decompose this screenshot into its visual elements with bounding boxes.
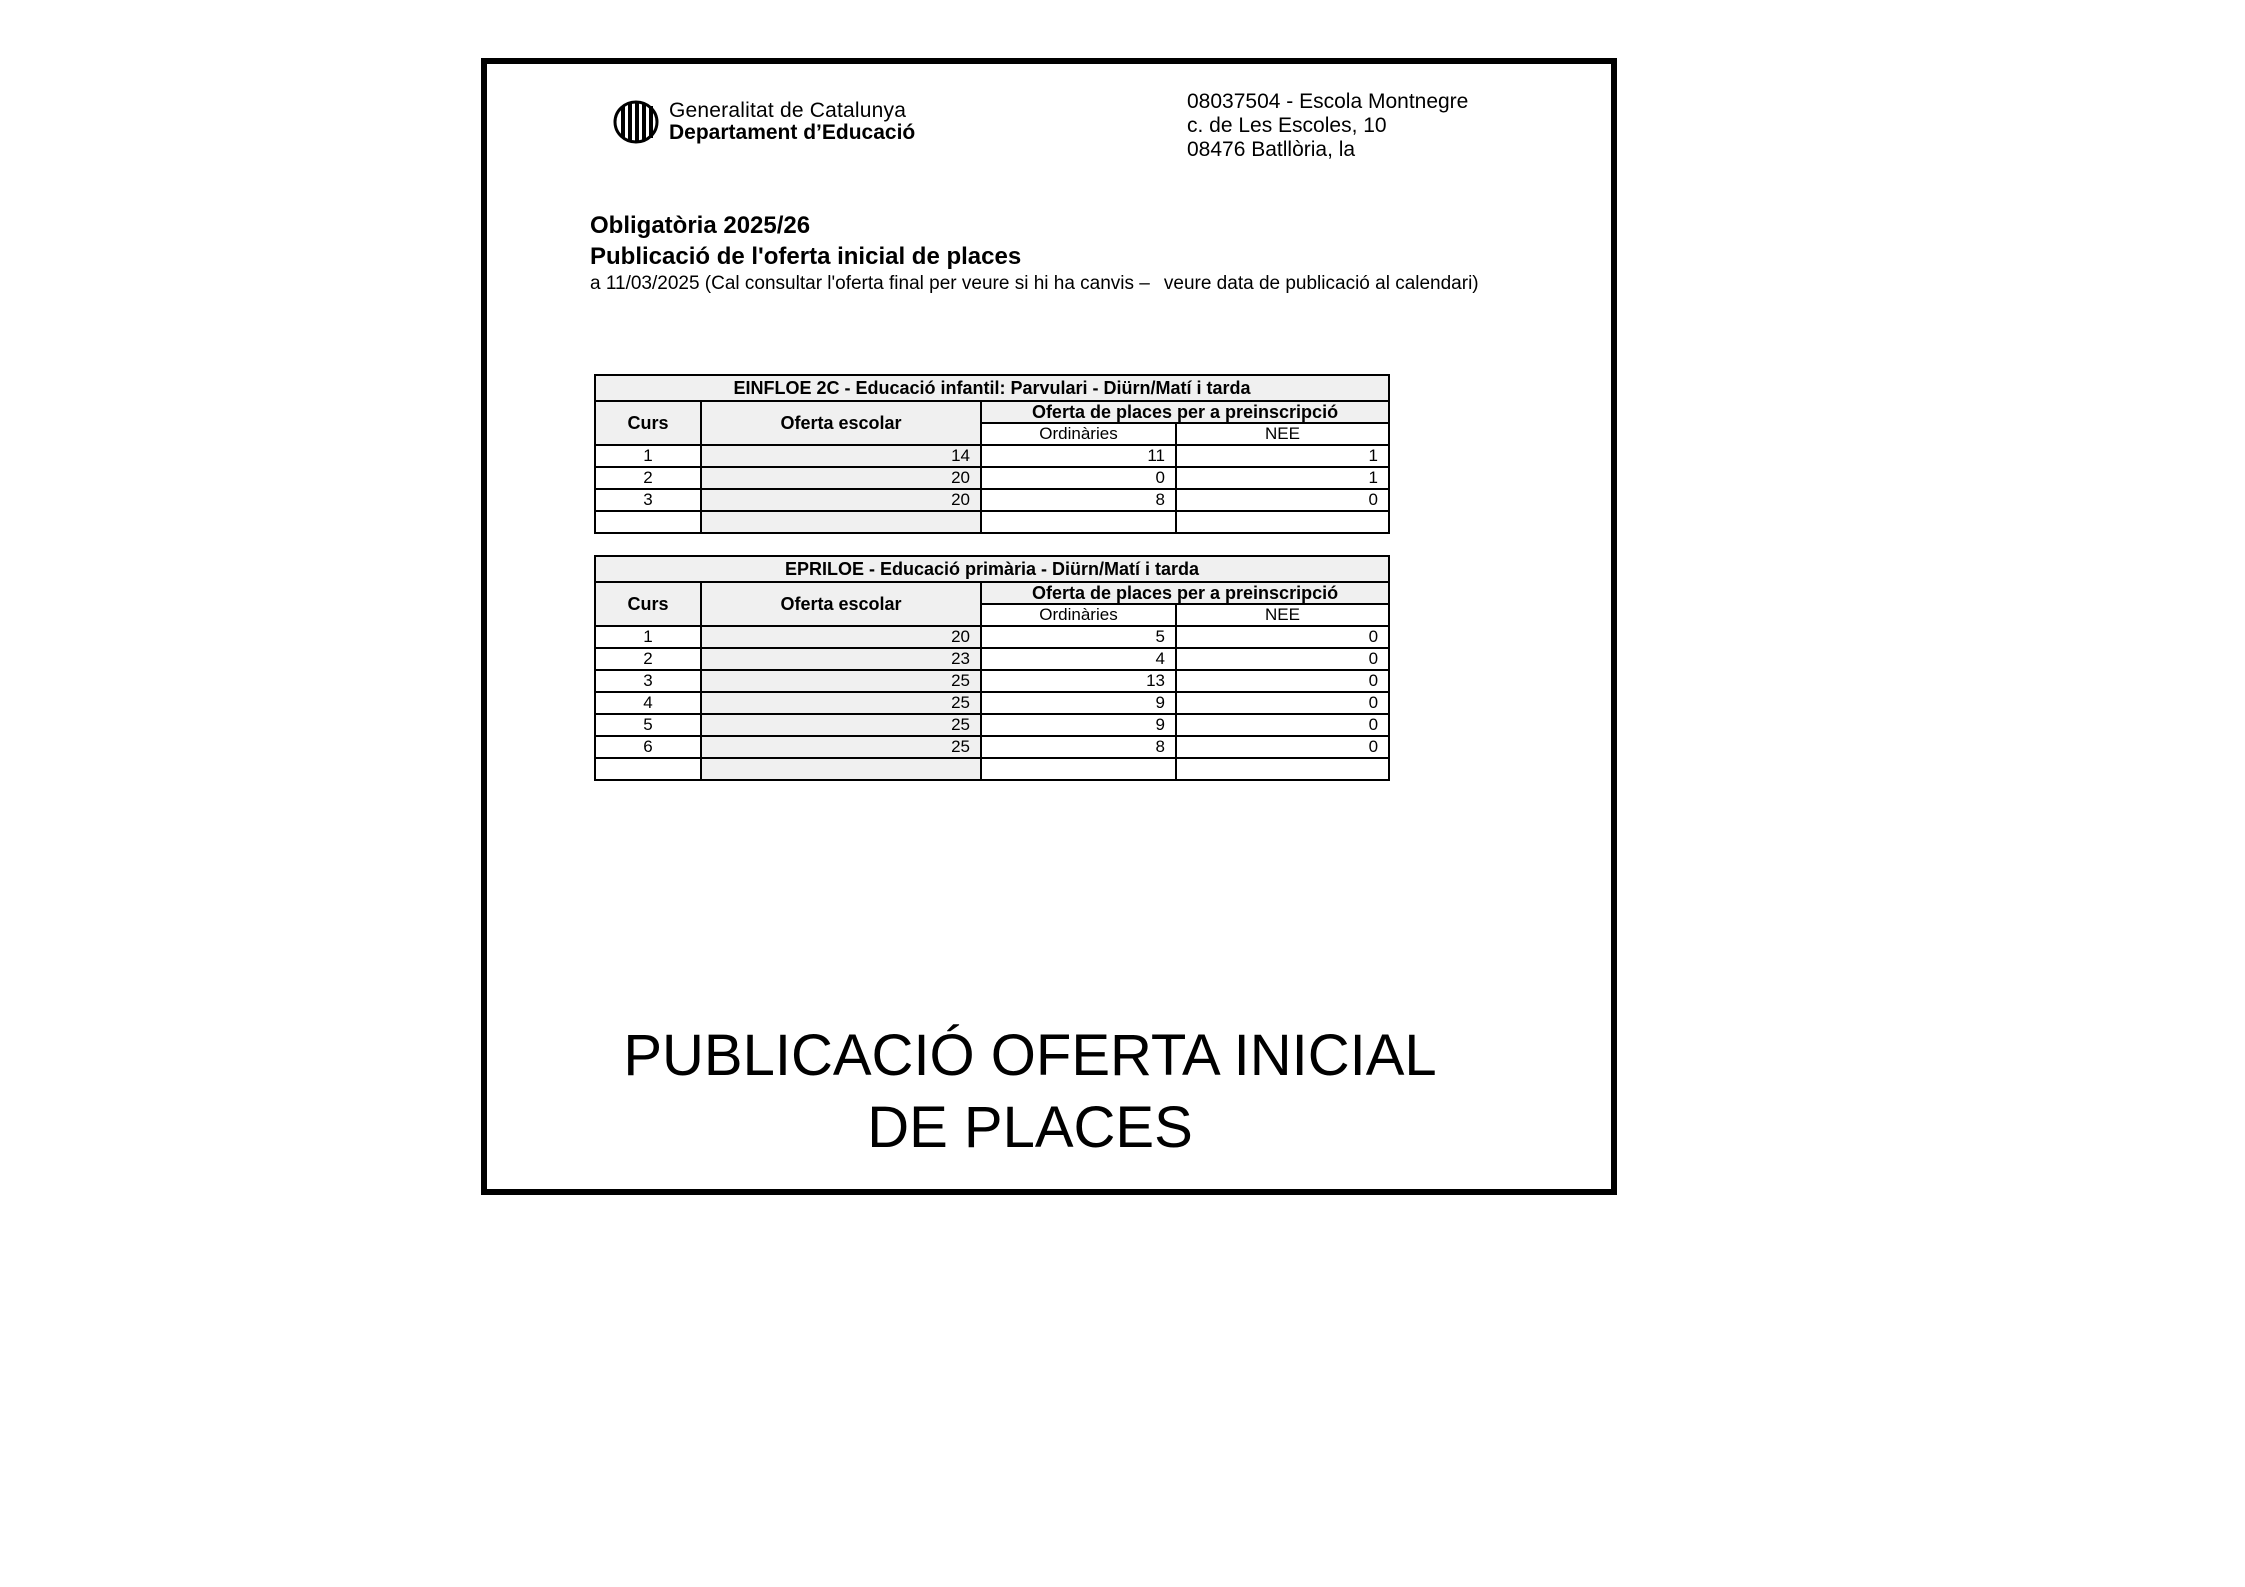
table-title: EPRILOE - Educació primària - Diürn/Matí i tarda bbox=[595, 556, 1389, 582]
page-subtitle: Publicació de l'oferta inicial de places bbox=[590, 243, 1022, 270]
table-row-empty bbox=[595, 511, 1389, 533]
table-row bbox=[595, 626, 1389, 648]
heading-block bbox=[590, 210, 1479, 296]
cell-nee: 0 bbox=[1176, 489, 1389, 511]
cell-nee: 1 bbox=[1176, 467, 1389, 489]
school-city: 08476 Batllòria, la bbox=[1187, 138, 1356, 161]
cell-oferta: 20 bbox=[701, 489, 981, 511]
header-ordinaries: Ordinàries bbox=[981, 604, 1176, 626]
cell-oferta: 25 bbox=[701, 714, 981, 736]
cell-ordinaries: 8 bbox=[981, 489, 1176, 511]
cell-ordinaries: 13 bbox=[981, 670, 1176, 692]
cell-curs: 1 bbox=[595, 445, 701, 467]
cell-nee: 0 bbox=[1176, 648, 1389, 670]
school-name: 08037504 - Escola Montnegre bbox=[1187, 90, 1469, 113]
table-row bbox=[595, 736, 1389, 758]
cell-ordinaries: 8 bbox=[981, 736, 1176, 758]
table-row bbox=[595, 714, 1389, 736]
header-oferta-escolar: Oferta escolar bbox=[701, 401, 981, 445]
cell-nee: 1 bbox=[1176, 445, 1389, 467]
cell-curs: 4 bbox=[595, 692, 701, 714]
header-oferta-preinscripcio: Oferta de places per a preinscripció bbox=[981, 582, 1389, 604]
cell-oferta: 23 bbox=[701, 648, 981, 670]
banner-line-1: PUBLICACIÓ OFERTA INICIAL bbox=[623, 1023, 1437, 1088]
cell-ordinaries: 0 bbox=[981, 467, 1176, 489]
header-oferta-preinscripcio: Oferta de places per a preinscripció bbox=[981, 401, 1389, 423]
page-title: Obligatòria 2025/26 bbox=[590, 212, 811, 239]
header-curs: Curs bbox=[595, 582, 701, 626]
cell-ordinaries: 11 bbox=[981, 445, 1176, 467]
banner-line-2: DE PLACES bbox=[867, 1095, 1193, 1160]
cell-curs: 3 bbox=[595, 670, 701, 692]
school-info bbox=[1187, 90, 1468, 162]
cell-curs: 5 bbox=[595, 714, 701, 736]
offer-table-primaria bbox=[594, 555, 1390, 781]
cell-curs: 6 bbox=[595, 736, 701, 758]
cell-nee: 0 bbox=[1176, 670, 1389, 692]
publication-note bbox=[590, 272, 1479, 296]
table-row bbox=[595, 692, 1389, 714]
cell-oferta: 25 bbox=[701, 692, 981, 714]
cell-curs: 1 bbox=[595, 626, 701, 648]
cell-ordinaries: 4 bbox=[981, 648, 1176, 670]
logo-line-2: Departament d’Educació bbox=[669, 121, 916, 144]
header-nee: NEE bbox=[1176, 423, 1389, 445]
logo-line-1: Generalitat de Catalunya bbox=[669, 99, 907, 122]
banner-heading bbox=[560, 1020, 1500, 1164]
school-address: c. de Les Escoles, 10 bbox=[1187, 114, 1387, 137]
table-row bbox=[595, 467, 1389, 489]
header-oferta-escolar: Oferta escolar bbox=[701, 582, 981, 626]
publication-note-part-2: veure data de publicació al calendari) bbox=[1163, 273, 1479, 294]
cell-curs: 2 bbox=[595, 648, 701, 670]
cell-ordinaries: 9 bbox=[981, 714, 1176, 736]
cell-oferta: 14 bbox=[701, 445, 981, 467]
cell-nee: 0 bbox=[1176, 692, 1389, 714]
cell-oferta: 20 bbox=[701, 626, 981, 648]
generalitat-emblem-icon bbox=[613, 100, 659, 144]
cell-ordinaries: 5 bbox=[981, 626, 1176, 648]
table-row bbox=[595, 648, 1389, 670]
cell-nee: 0 bbox=[1176, 736, 1389, 758]
cell-oferta: 25 bbox=[701, 670, 981, 692]
table-row bbox=[595, 670, 1389, 692]
generalitat-logo bbox=[613, 100, 915, 144]
cell-oferta: 25 bbox=[701, 736, 981, 758]
table-row-empty bbox=[595, 758, 1389, 780]
cell-curs: 3 bbox=[595, 489, 701, 511]
header-ordinaries: Ordinàries bbox=[981, 423, 1176, 445]
cell-nee: 0 bbox=[1176, 626, 1389, 648]
cell-curs: 2 bbox=[595, 467, 701, 489]
offer-table-infantil bbox=[594, 374, 1390, 534]
cell-oferta: 20 bbox=[701, 467, 981, 489]
publication-note-part-1: a 11/03/2025 (Cal consultar l'oferta final per veure si hi ha canvis – bbox=[590, 273, 1150, 294]
table-row bbox=[595, 445, 1389, 467]
table-title: EINFLOE 2C - Educació infantil: Parvulari - Diürn/Matí i tarda bbox=[595, 375, 1389, 401]
cell-ordinaries: 9 bbox=[981, 692, 1176, 714]
cell-nee: 0 bbox=[1176, 714, 1389, 736]
header-nee: NEE bbox=[1176, 604, 1389, 626]
header-curs: Curs bbox=[595, 401, 701, 445]
table-row bbox=[595, 489, 1389, 511]
